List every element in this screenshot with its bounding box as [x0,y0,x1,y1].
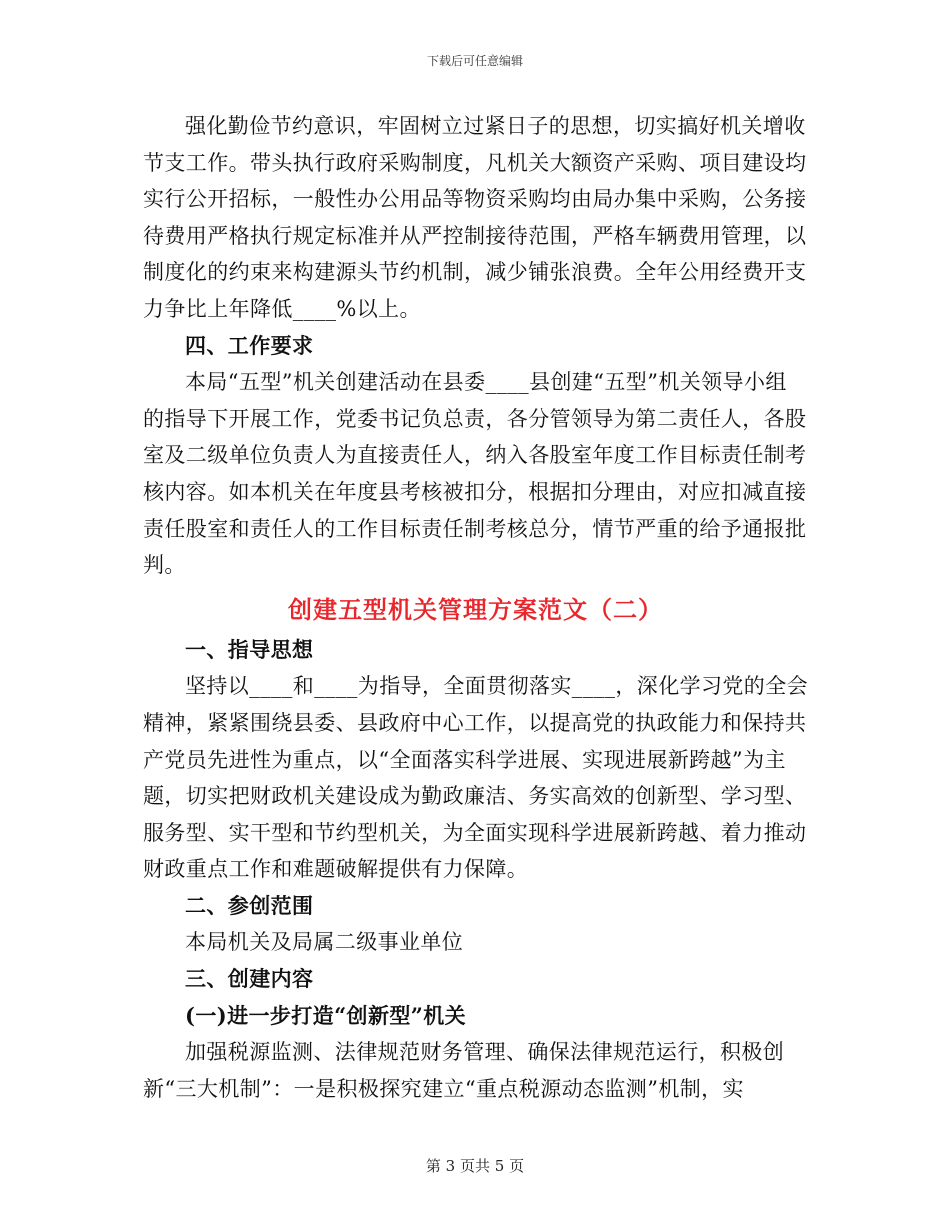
paragraph-scope: 本局机关及局属二级事业单位 [185,930,464,955]
paragraph-frugality: 强化勤俭节约意识，牢固树立过紧日子的思想，切实搞好机关增收节支工作。带头执行政府采购制度，凡机关大额资产采购、项目建设均实行公开招标，一般性办公用品等物资采购均由局办集中采购，公务接待费用严格执行规定标准并从严控制接待范围，严格车辆费用管理，以制度化的约束来构建源头节约机制，减少铺张浪费。全年公用经费开支力争比上年降低____%以上。 [143,114,807,321]
paragraph-innovative-organ: 加强税源监测、法律规范财务管理、确保法律规范运行，积极创新“三大机制”：一是积极探究建立“重点税源动态监测”机制，实 [143,1040,785,1101]
heading-work-requirements: 四、工作要求 [185,332,314,358]
paragraph-guiding-ideology: 坚持以____和____为指导，全面贯彻落实____，深化学习党的全会精神，紧紧围绕县委、县政府中心工作，以提高党的执政能力和保持共产党员先进性为重点，以“全面落实科学进展、实现进展新跨越”为主题，切实把财政机关建设成为勤政廉洁、务实高效的创新型、学习型、服务型、实干型和节约型机关，为全面实现科学进展新跨越、着力推动财政重点工作和难题破解提供有力保障。 [143,674,808,882]
heading-guiding-ideology: 一、指导思想 [185,636,314,662]
section-title: 创建五型机关管理方案范文（二） [288,594,663,624]
document-body [143,108,808,1107]
paragraph-work-requirements: 本局“五型”机关创建活动在县委____县创建“五型”机关领导小组的指导下开展工作，党委书记负总责，各分管领导为第二责任人，各股室及二级单位负责人为直接责任人，纳入各股室年度工作目标责任制考核内容。如本机关在年度县考核被扣分，根据扣分理由，对应扣减直接责任股室和责任人的工作目标责任制考核总分，情节严重的给予通报批判。 [143,370,807,578]
page-number: 第 3 页共 5 页 [425,1157,525,1175]
heading-scope: 二、参创范围 [185,892,314,918]
heading-content: 三、创建内容 [185,966,314,992]
heading-innovative-organ: (一)进一步打造“创新型”机关 [185,1002,467,1028]
page-header: 下载后可任意编辑 [426,54,523,68]
